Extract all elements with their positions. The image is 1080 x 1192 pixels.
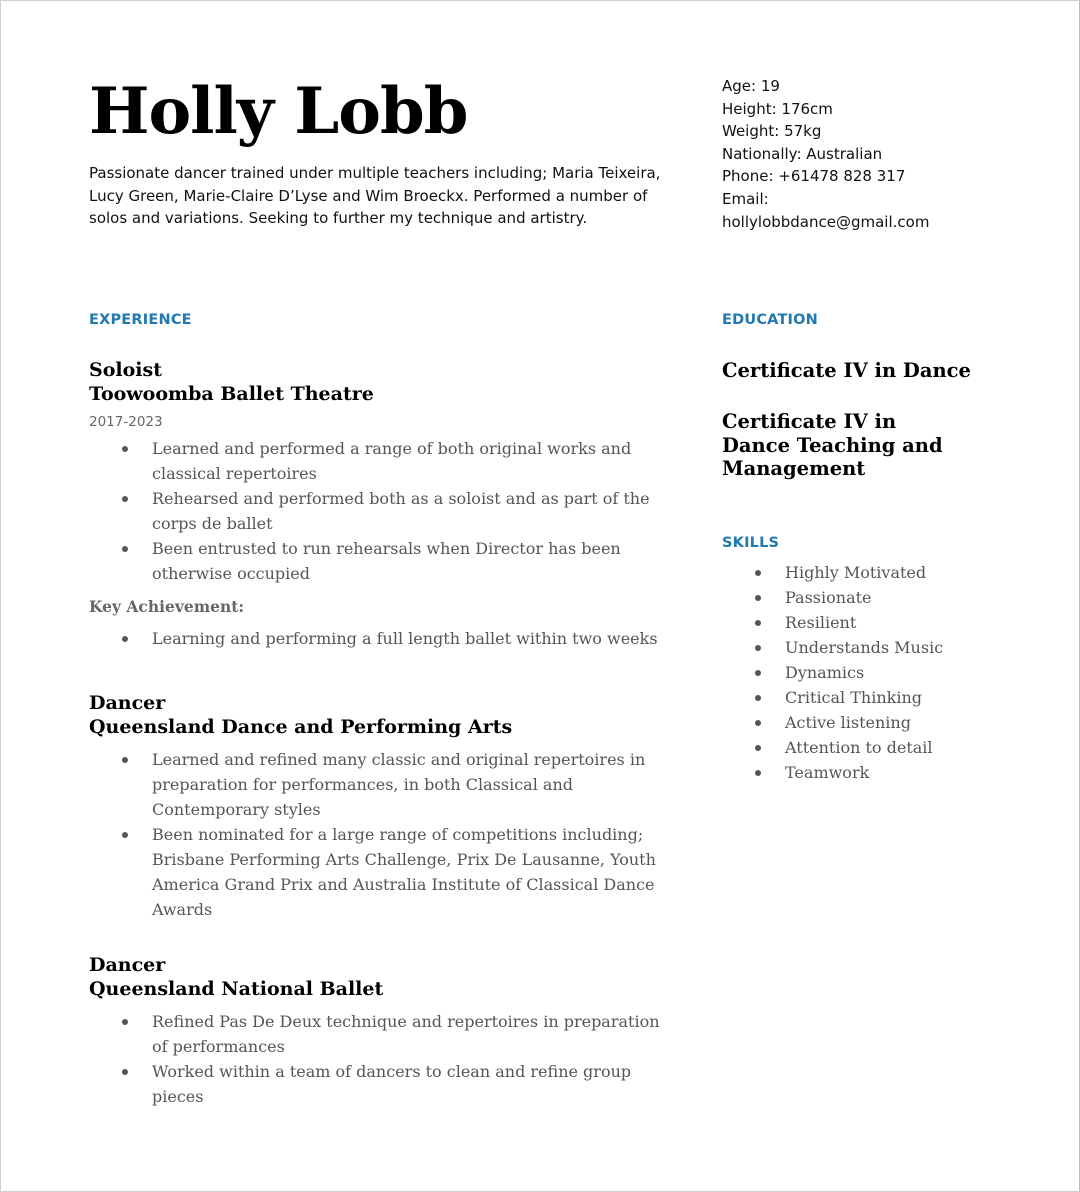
bullet-icon: [122, 757, 128, 763]
list-item: Been entrusted to run rehearsals when Director has been otherwise occupied: [89, 536, 669, 586]
job-entry: [89, 954, 669, 1109]
bullet-icon: [755, 670, 761, 676]
skill-item: Highly Motivated: [722, 560, 1052, 585]
list-item: Been nominated for a large range of competitions including; Brisbane Performing Arts Challenge, Prix De Lausanne, Youth America Grand Prix and Australia Institute of Classical Dance Awards: [89, 822, 669, 922]
skill-item: Active listening: [722, 710, 1052, 735]
email-label: Email:: [722, 189, 769, 208]
job-entry: [89, 692, 669, 922]
skill-item: Teamwork: [722, 760, 1052, 785]
education-item: Certificate IV in Dance: [722, 359, 971, 382]
nationality: Nationally: Australian: [722, 144, 883, 163]
bullet-icon: [122, 1069, 128, 1075]
key-achievement-bullets: [89, 626, 669, 651]
skills-heading: SKILLS: [722, 535, 780, 551]
list-item: Learning and performing a full length ballet within two weeks: [89, 626, 669, 651]
job-bullets: [89, 747, 669, 922]
skill-item: Attention to detail: [722, 735, 1052, 760]
skill-item: Critical Thinking: [722, 685, 1052, 710]
bullet-icon: [755, 620, 761, 626]
skills-list: [722, 560, 1052, 785]
education-item: Certificate IV in Dance Teaching and Management: [722, 410, 943, 480]
phone: Phone: +61478 828 317: [722, 167, 906, 186]
list-item: Refined Pas De Deux technique and repertoires in preparation of performances: [89, 1009, 669, 1059]
height: Height: 176cm: [722, 99, 833, 118]
skills-bullets: [722, 560, 1052, 785]
bullet-icon: [122, 832, 128, 838]
key-achievement-label: Key Achievement:: [89, 597, 245, 616]
bullet-icon: [755, 695, 761, 701]
bullet-icon: [755, 570, 761, 576]
education-heading: EDUCATION: [722, 312, 819, 328]
bullet-icon: [755, 595, 761, 601]
job-organization: Toowoomba Ballet Theatre: [89, 382, 374, 405]
bullet-icon: [755, 645, 761, 651]
job-entry: [89, 359, 669, 651]
skill-item: Resilient: [722, 610, 1052, 635]
skill-item: Dynamics: [722, 660, 1052, 685]
job-bullets: [89, 1009, 669, 1109]
job-bullets: [89, 436, 669, 586]
skill-item: Passionate: [722, 585, 1052, 610]
list-item: Rehearsed and performed both as a soloist and as part of the corps de ballet: [89, 486, 669, 536]
candidate-name: Holly Lobb: [89, 74, 468, 149]
skill-item: Understands Music: [722, 635, 1052, 660]
list-item: Learned and performed a range of both original works and classical repertoires: [89, 436, 669, 486]
bullet-icon: [755, 745, 761, 751]
bullet-icon: [755, 720, 761, 726]
email-link[interactable]: hollylobbdance@gmail.com: [722, 212, 930, 231]
job-dates: 2017-2023: [89, 414, 163, 430]
bullet-icon: [122, 546, 128, 552]
bullet-icon: [755, 770, 761, 776]
job-organization: Queensland Dance and Performing Arts: [89, 715, 513, 738]
job-organization: Queensland National Ballet: [89, 977, 384, 1000]
summary: Passionate dancer trained under multiple teachers including; Maria Teixeira, Lucy Green, Marie-Claire D’Lyse and Wim Broeckx. Performed a number of solos and variations. Seeking to further my technique and artistry.: [89, 164, 661, 227]
job-title: Dancer: [89, 692, 166, 714]
list-item: Learned and refined many classic and original repertoires in preparation for performances, in both Classical and Contemporary styles: [89, 747, 669, 822]
bullet-icon: [122, 496, 128, 502]
bullet-icon: [122, 636, 128, 642]
list-item: Worked within a team of dancers to clean and refine group pieces: [89, 1059, 669, 1109]
weight: Weight: 57kg: [722, 122, 822, 141]
job-title: Soloist: [89, 359, 162, 381]
bullet-icon: [122, 446, 128, 452]
age: Age: 19: [722, 77, 780, 95]
contact-info: [722, 75, 1042, 233]
experience-heading: EXPERIENCE: [89, 312, 192, 328]
bullet-icon: [122, 1019, 128, 1025]
job-title: Dancer: [89, 954, 166, 976]
